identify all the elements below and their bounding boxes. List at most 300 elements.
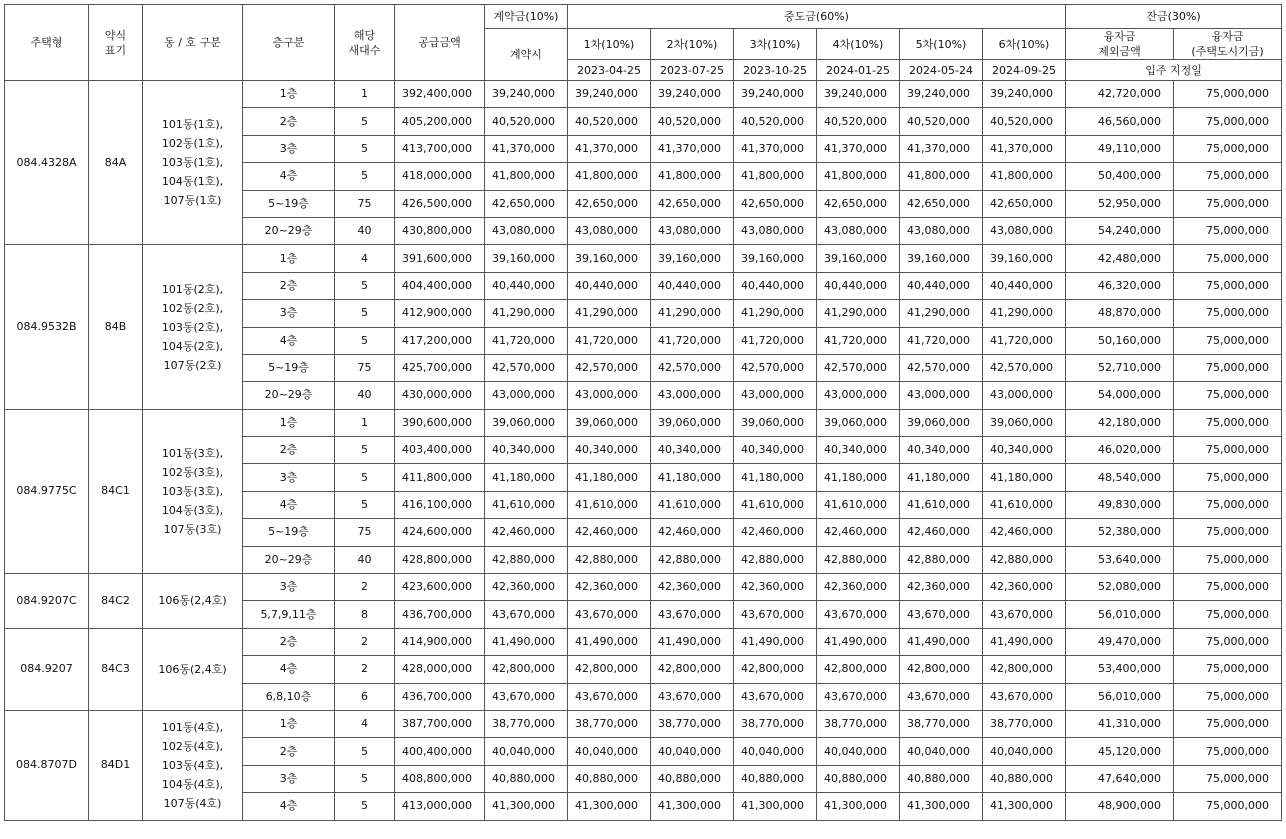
dong-ho-line: 104동(1호),: [161, 175, 224, 189]
cell-middle-installment: 42,570,000: [734, 354, 817, 381]
cell-middle-installment: 40,520,000: [983, 108, 1066, 135]
cell-units: 75: [335, 190, 395, 217]
cell-supply-price: 425,700,000: [395, 354, 485, 381]
header-middle-group: 중도금(60%): [568, 5, 1066, 29]
cell-contract: 41,300,000: [485, 793, 568, 820]
cell-middle-installment: 41,610,000: [734, 491, 817, 518]
cell-contract: 39,160,000: [485, 245, 568, 272]
header-installment-label: 2차(10%): [651, 29, 734, 60]
table-body: [5, 81, 1282, 821]
cell-units: 40: [335, 217, 395, 244]
dong-ho-line: 103동(2호),: [161, 320, 224, 334]
cell-balance-loan: 75,000,000: [1174, 327, 1282, 354]
header-supply-price: 공급금액: [395, 5, 485, 81]
cell-balance-loan: 75,000,000: [1174, 245, 1282, 272]
cell-floor: 20~29층: [243, 546, 335, 573]
dong-ho-line: 102동(1호),: [161, 137, 224, 151]
header-installment-label: 1차(10%): [568, 29, 651, 60]
cell-supply-price: 436,700,000: [395, 601, 485, 628]
cell-contract: 40,440,000: [485, 272, 568, 299]
cell-middle-installment: 41,720,000: [983, 327, 1066, 354]
cell-middle-installment: 40,440,000: [734, 272, 817, 299]
cell-middle-installment: 41,290,000: [983, 300, 1066, 327]
cell-contract: 42,570,000: [485, 354, 568, 381]
cell-balance-loan: 75,000,000: [1174, 300, 1282, 327]
cell-balance-excl: 49,830,000: [1066, 491, 1174, 518]
cell-middle-installment: 41,290,000: [734, 300, 817, 327]
cell-middle-installment: 40,880,000: [983, 765, 1066, 792]
cell-middle-installment: 41,370,000: [900, 135, 983, 162]
cell-supply-price: 418,000,000: [395, 163, 485, 190]
cell-balance-loan: 75,000,000: [1174, 574, 1282, 601]
cell-supply-price: 414,900,000: [395, 628, 485, 655]
cell-middle-installment: 40,440,000: [568, 272, 651, 299]
cell-middle-installment: 41,370,000: [651, 135, 734, 162]
cell-balance-excl: 47,640,000: [1066, 765, 1174, 792]
cell-balance-loan: 75,000,000: [1174, 354, 1282, 381]
cell-floor: 3층: [243, 765, 335, 792]
cell-balance-loan: 75,000,000: [1174, 738, 1282, 765]
cell-balance-excl: 50,400,000: [1066, 163, 1174, 190]
header-balance-loan: [1174, 29, 1282, 60]
cell-balance-loan: 75,000,000: [1174, 601, 1282, 628]
cell-middle-installment: 41,610,000: [568, 491, 651, 518]
cell-middle-installment: 41,490,000: [734, 628, 817, 655]
cell-middle-installment: 41,300,000: [568, 793, 651, 820]
cell-supply-price: 430,000,000: [395, 382, 485, 409]
cell-middle-installment: 43,080,000: [651, 217, 734, 244]
cell-middle-installment: 40,880,000: [900, 765, 983, 792]
cell-middle-installment: 40,440,000: [900, 272, 983, 299]
cell-middle-installment: 42,800,000: [817, 656, 900, 683]
cell-middle-installment: 41,300,000: [817, 793, 900, 820]
cell-middle-installment: 39,060,000: [651, 409, 734, 436]
cell-middle-installment: 43,000,000: [651, 382, 734, 409]
cell-contract: 41,610,000: [485, 491, 568, 518]
cell-contract: 41,370,000: [485, 135, 568, 162]
cell-middle-installment: 43,670,000: [734, 683, 817, 710]
table-row: [5, 628, 1282, 655]
cell-middle-installment: 42,800,000: [651, 656, 734, 683]
cell-middle-installment: 43,670,000: [651, 601, 734, 628]
dong-ho-line: 104동(2호),: [161, 339, 224, 353]
cell-middle-installment: 38,770,000: [734, 710, 817, 737]
cell-middle-installment: 40,880,000: [817, 765, 900, 792]
cell-contract: 43,000,000: [485, 382, 568, 409]
cell-middle-installment: 43,080,000: [817, 217, 900, 244]
cell-floor: 1층: [243, 245, 335, 272]
header-units: [335, 5, 395, 81]
cell-units: 5: [335, 491, 395, 518]
header-balance-loan-line1: 융자금: [1211, 30, 1244, 43]
cell-middle-installment: 39,160,000: [651, 245, 734, 272]
header-abbr: [89, 5, 143, 81]
cell-balance-excl: 52,380,000: [1066, 519, 1174, 546]
cell-units: 40: [335, 382, 395, 409]
cell-balance-loan: 75,000,000: [1174, 491, 1282, 518]
cell-balance-loan: 75,000,000: [1174, 519, 1282, 546]
cell-middle-installment: 42,800,000: [734, 656, 817, 683]
cell-supply-price: 428,800,000: [395, 546, 485, 573]
header-contract-group: 계약금(10%): [485, 5, 568, 29]
cell-middle-installment: 43,000,000: [568, 382, 651, 409]
cell-middle-installment: 41,610,000: [817, 491, 900, 518]
dong-ho-line: 102동(4호),: [161, 739, 224, 753]
cell-middle-installment: 43,080,000: [734, 217, 817, 244]
cell-middle-installment: 39,160,000: [568, 245, 651, 272]
cell-middle-installment: 40,440,000: [651, 272, 734, 299]
table-row: [5, 574, 1282, 601]
cell-contract: 43,670,000: [485, 601, 568, 628]
cell-balance-excl: 45,120,000: [1066, 738, 1174, 765]
cell-supply-price: 387,700,000: [395, 710, 485, 737]
cell-balance-excl: 42,180,000: [1066, 409, 1174, 436]
cell-balance-excl: 54,000,000: [1066, 382, 1174, 409]
cell-abbr: 84C1: [89, 409, 143, 573]
cell-balance-excl: 52,950,000: [1066, 190, 1174, 217]
cell-floor: 2층: [243, 108, 335, 135]
cell-floor: 4층: [243, 163, 335, 190]
cell-contract: 41,180,000: [485, 464, 568, 491]
cell-middle-installment: 41,370,000: [734, 135, 817, 162]
cell-abbr: 84D1: [89, 710, 143, 820]
cell-middle-installment: 41,180,000: [568, 464, 651, 491]
cell-floor: 20~29층: [243, 217, 335, 244]
cell-supply-price: 428,000,000: [395, 656, 485, 683]
dong-ho-line: 101동(1호),: [161, 118, 224, 132]
cell-middle-installment: 40,520,000: [568, 108, 651, 135]
cell-supply-price: 413,000,000: [395, 793, 485, 820]
cell-middle-installment: 42,570,000: [900, 354, 983, 381]
cell-middle-installment: 43,670,000: [983, 683, 1066, 710]
cell-house-type: 084.9207: [5, 628, 89, 710]
cell-middle-installment: 40,340,000: [983, 437, 1066, 464]
cell-middle-installment: 40,440,000: [817, 272, 900, 299]
cell-contract: 43,670,000: [485, 683, 568, 710]
cell-dong-ho: [143, 710, 243, 820]
cell-middle-installment: 42,460,000: [900, 519, 983, 546]
cell-middle-installment: 43,080,000: [983, 217, 1066, 244]
cell-contract: 41,800,000: [485, 163, 568, 190]
cell-supply-price: 392,400,000: [395, 81, 485, 108]
cell-middle-installment: 41,720,000: [900, 327, 983, 354]
cell-dong-ho: [143, 574, 243, 629]
cell-middle-installment: 40,520,000: [900, 108, 983, 135]
cell-contract: 40,880,000: [485, 765, 568, 792]
cell-floor: 3층: [243, 464, 335, 491]
cell-middle-installment: 40,040,000: [817, 738, 900, 765]
cell-middle-installment: 40,340,000: [734, 437, 817, 464]
header-dong-ho: 동 / 호 구분: [143, 5, 243, 81]
cell-floor: 2층: [243, 437, 335, 464]
cell-balance-excl: 42,480,000: [1066, 245, 1174, 272]
dong-ho-line: 102동(3호),: [161, 465, 224, 479]
cell-units: 75: [335, 354, 395, 381]
cell-floor: 5~19층: [243, 190, 335, 217]
cell-middle-installment: 38,770,000: [568, 710, 651, 737]
cell-middle-installment: 42,800,000: [568, 656, 651, 683]
cell-middle-installment: 43,670,000: [817, 683, 900, 710]
cell-middle-installment: 43,670,000: [734, 601, 817, 628]
cell-middle-installment: 39,060,000: [983, 409, 1066, 436]
cell-balance-excl: 46,020,000: [1066, 437, 1174, 464]
cell-middle-installment: 40,340,000: [817, 437, 900, 464]
cell-balance-excl: 52,710,000: [1066, 354, 1174, 381]
cell-floor: 5,7,9,11층: [243, 601, 335, 628]
cell-middle-installment: 42,570,000: [651, 354, 734, 381]
cell-balance-loan: 75,000,000: [1174, 272, 1282, 299]
cell-balance-excl: 49,110,000: [1066, 135, 1174, 162]
cell-units: 6: [335, 683, 395, 710]
cell-middle-installment: 40,040,000: [568, 738, 651, 765]
cell-middle-installment: 40,040,000: [734, 738, 817, 765]
cell-middle-installment: 42,460,000: [734, 519, 817, 546]
cell-balance-loan: 75,000,000: [1174, 217, 1282, 244]
cell-balance-excl: 48,870,000: [1066, 300, 1174, 327]
cell-middle-installment: 43,670,000: [900, 601, 983, 628]
cell-units: 8: [335, 601, 395, 628]
cell-middle-installment: 41,300,000: [983, 793, 1066, 820]
cell-balance-excl: 50,160,000: [1066, 327, 1174, 354]
cell-middle-installment: 39,060,000: [568, 409, 651, 436]
header-installment-date: 2024-09-25: [983, 60, 1066, 81]
header-installment-label: 4차(10%): [817, 29, 900, 60]
cell-middle-installment: 41,800,000: [651, 163, 734, 190]
header-installment-date: 2023-07-25: [651, 60, 734, 81]
dong-ho-line: 103동(3호),: [161, 484, 224, 498]
cell-supply-price: 412,900,000: [395, 300, 485, 327]
cell-supply-price: 390,600,000: [395, 409, 485, 436]
cell-supply-price: 426,500,000: [395, 190, 485, 217]
cell-units: 4: [335, 245, 395, 272]
cell-floor: 5~19층: [243, 519, 335, 546]
cell-contract: 40,040,000: [485, 738, 568, 765]
cell-middle-installment: 41,610,000: [651, 491, 734, 518]
cell-middle-installment: 42,880,000: [817, 546, 900, 573]
cell-middle-installment: 41,490,000: [900, 628, 983, 655]
header-balance-excl-line1: 융자금: [1103, 30, 1136, 43]
cell-units: 5: [335, 300, 395, 327]
cell-contract: 41,490,000: [485, 628, 568, 655]
cell-contract: 42,880,000: [485, 546, 568, 573]
cell-contract: 41,290,000: [485, 300, 568, 327]
cell-supply-price: 423,600,000: [395, 574, 485, 601]
cell-middle-installment: 42,360,000: [900, 574, 983, 601]
dong-ho-line: 101동(3호),: [161, 446, 224, 460]
cell-middle-installment: 39,160,000: [734, 245, 817, 272]
cell-house-type: 084.9207C: [5, 574, 89, 629]
dong-ho-line: 101동(4호),: [161, 720, 224, 734]
table-row: [5, 409, 1282, 436]
cell-middle-installment: 41,720,000: [817, 327, 900, 354]
header-installment-date: 2023-04-25: [568, 60, 651, 81]
price-table: [4, 4, 1282, 821]
dong-ho-line: 101동(2호),: [161, 282, 224, 296]
cell-middle-installment: 38,770,000: [651, 710, 734, 737]
cell-middle-installment: 43,080,000: [568, 217, 651, 244]
cell-units: 2: [335, 574, 395, 601]
cell-abbr: 84C2: [89, 574, 143, 629]
cell-floor: 20~29층: [243, 382, 335, 409]
dong-ho-line: 107동(4호): [163, 796, 222, 810]
cell-middle-installment: 43,000,000: [900, 382, 983, 409]
cell-balance-excl: 52,080,000: [1066, 574, 1174, 601]
cell-middle-installment: 41,290,000: [817, 300, 900, 327]
cell-floor: 4층: [243, 656, 335, 683]
cell-middle-installment: 41,370,000: [983, 135, 1066, 162]
cell-balance-loan: 75,000,000: [1174, 793, 1282, 820]
cell-house-type: 084.9775C: [5, 409, 89, 573]
cell-middle-installment: 40,520,000: [734, 108, 817, 135]
cell-balance-excl: 48,900,000: [1066, 793, 1174, 820]
cell-contract: 39,060,000: [485, 409, 568, 436]
cell-middle-installment: 42,570,000: [568, 354, 651, 381]
header-contract-when: 계약시: [485, 29, 568, 81]
cell-floor: 3층: [243, 135, 335, 162]
cell-middle-installment: 43,670,000: [568, 601, 651, 628]
cell-middle-installment: 41,490,000: [568, 628, 651, 655]
cell-units: 5: [335, 793, 395, 820]
cell-middle-installment: 43,000,000: [817, 382, 900, 409]
cell-middle-installment: 40,520,000: [651, 108, 734, 135]
header-balance-excl: [1066, 29, 1174, 60]
cell-middle-installment: 41,490,000: [817, 628, 900, 655]
cell-supply-price: 391,600,000: [395, 245, 485, 272]
dong-ho-line: 104동(3호),: [161, 503, 224, 517]
cell-middle-installment: 42,650,000: [900, 190, 983, 217]
cell-balance-loan: 75,000,000: [1174, 710, 1282, 737]
cell-units: 2: [335, 628, 395, 655]
cell-middle-installment: 40,040,000: [983, 738, 1066, 765]
cell-middle-installment: 39,240,000: [900, 81, 983, 108]
dong-ho-line: 103동(4호),: [161, 758, 224, 772]
cell-middle-installment: 42,570,000: [817, 354, 900, 381]
cell-middle-installment: 42,880,000: [568, 546, 651, 573]
cell-supply-price: 430,800,000: [395, 217, 485, 244]
cell-floor: 4층: [243, 491, 335, 518]
cell-house-type: 084.8707D: [5, 710, 89, 820]
cell-middle-installment: 42,650,000: [983, 190, 1066, 217]
cell-middle-installment: 39,060,000: [817, 409, 900, 436]
cell-balance-loan: 75,000,000: [1174, 81, 1282, 108]
cell-middle-installment: 40,340,000: [900, 437, 983, 464]
cell-middle-installment: 42,360,000: [817, 574, 900, 601]
cell-middle-installment: 42,360,000: [983, 574, 1066, 601]
cell-units: 5: [335, 327, 395, 354]
cell-balance-excl: 46,320,000: [1066, 272, 1174, 299]
cell-balance-loan: 75,000,000: [1174, 190, 1282, 217]
table-row: [5, 245, 1282, 272]
cell-units: 4: [335, 710, 395, 737]
cell-middle-installment: 41,370,000: [568, 135, 651, 162]
cell-balance-loan: 75,000,000: [1174, 765, 1282, 792]
header-units-line1: 해당: [353, 28, 376, 42]
cell-contract: 42,800,000: [485, 656, 568, 683]
cell-floor: 2층: [243, 272, 335, 299]
cell-contract: 39,240,000: [485, 81, 568, 108]
cell-middle-installment: 42,880,000: [734, 546, 817, 573]
cell-floor: 4층: [243, 793, 335, 820]
cell-middle-installment: 40,340,000: [651, 437, 734, 464]
cell-middle-installment: 41,720,000: [734, 327, 817, 354]
cell-balance-excl: 48,540,000: [1066, 464, 1174, 491]
cell-middle-installment: 38,770,000: [817, 710, 900, 737]
cell-units: 1: [335, 409, 395, 436]
cell-middle-installment: 40,040,000: [651, 738, 734, 765]
cell-balance-excl: 53,640,000: [1066, 546, 1174, 573]
cell-units: 5: [335, 464, 395, 491]
cell-middle-installment: 41,720,000: [651, 327, 734, 354]
cell-floor: 6,8,10층: [243, 683, 335, 710]
cell-balance-loan: 75,000,000: [1174, 656, 1282, 683]
dong-ho-line: 107동(1호): [163, 194, 222, 208]
cell-middle-installment: 42,360,000: [734, 574, 817, 601]
cell-dong-ho: [143, 628, 243, 710]
cell-units: 5: [335, 163, 395, 190]
cell-middle-installment: 41,800,000: [568, 163, 651, 190]
cell-contract: 43,080,000: [485, 217, 568, 244]
cell-balance-excl: 42,720,000: [1066, 81, 1174, 108]
cell-middle-installment: 42,880,000: [651, 546, 734, 573]
cell-middle-installment: 41,180,000: [734, 464, 817, 491]
cell-house-type: 084.4328A: [5, 81, 89, 245]
cell-supply-price: 416,100,000: [395, 491, 485, 518]
cell-floor: 1층: [243, 409, 335, 436]
cell-floor: 1층: [243, 81, 335, 108]
cell-middle-installment: 41,370,000: [817, 135, 900, 162]
cell-middle-installment: 39,240,000: [568, 81, 651, 108]
cell-middle-installment: 43,670,000: [817, 601, 900, 628]
cell-balance-excl: 54,240,000: [1066, 217, 1174, 244]
cell-middle-installment: 43,670,000: [900, 683, 983, 710]
cell-middle-installment: 42,460,000: [983, 519, 1066, 546]
cell-middle-installment: 43,080,000: [900, 217, 983, 244]
cell-units: 40: [335, 546, 395, 573]
cell-middle-installment: 39,160,000: [983, 245, 1066, 272]
cell-middle-installment: 41,290,000: [568, 300, 651, 327]
header-installment-label: 6차(10%): [983, 29, 1066, 60]
cell-middle-installment: 43,000,000: [734, 382, 817, 409]
dong-ho-line: 106동(2,4호): [158, 662, 227, 676]
cell-middle-installment: 42,650,000: [734, 190, 817, 217]
cell-middle-installment: 43,670,000: [651, 683, 734, 710]
cell-floor: 3층: [243, 574, 335, 601]
cell-units: 5: [335, 108, 395, 135]
cell-floor: 3층: [243, 300, 335, 327]
cell-middle-installment: 42,360,000: [651, 574, 734, 601]
cell-balance-loan: 75,000,000: [1174, 546, 1282, 573]
cell-balance-excl: 49,470,000: [1066, 628, 1174, 655]
cell-middle-installment: 41,720,000: [568, 327, 651, 354]
table-row: [5, 710, 1282, 737]
cell-floor: 2층: [243, 628, 335, 655]
table-header: [5, 5, 1282, 81]
cell-supply-price: 408,800,000: [395, 765, 485, 792]
cell-supply-price: 411,800,000: [395, 464, 485, 491]
cell-middle-installment: 40,520,000: [817, 108, 900, 135]
cell-middle-installment: 42,800,000: [900, 656, 983, 683]
cell-middle-installment: 41,180,000: [651, 464, 734, 491]
cell-middle-installment: 42,880,000: [900, 546, 983, 573]
cell-units: 5: [335, 135, 395, 162]
cell-middle-installment: 40,340,000: [568, 437, 651, 464]
cell-contract: 40,520,000: [485, 108, 568, 135]
dong-ho-line: 107동(2호): [163, 358, 222, 372]
cell-middle-installment: 38,770,000: [900, 710, 983, 737]
cell-floor: 5~19층: [243, 354, 335, 381]
cell-floor: 2층: [243, 738, 335, 765]
cell-middle-installment: 42,460,000: [817, 519, 900, 546]
